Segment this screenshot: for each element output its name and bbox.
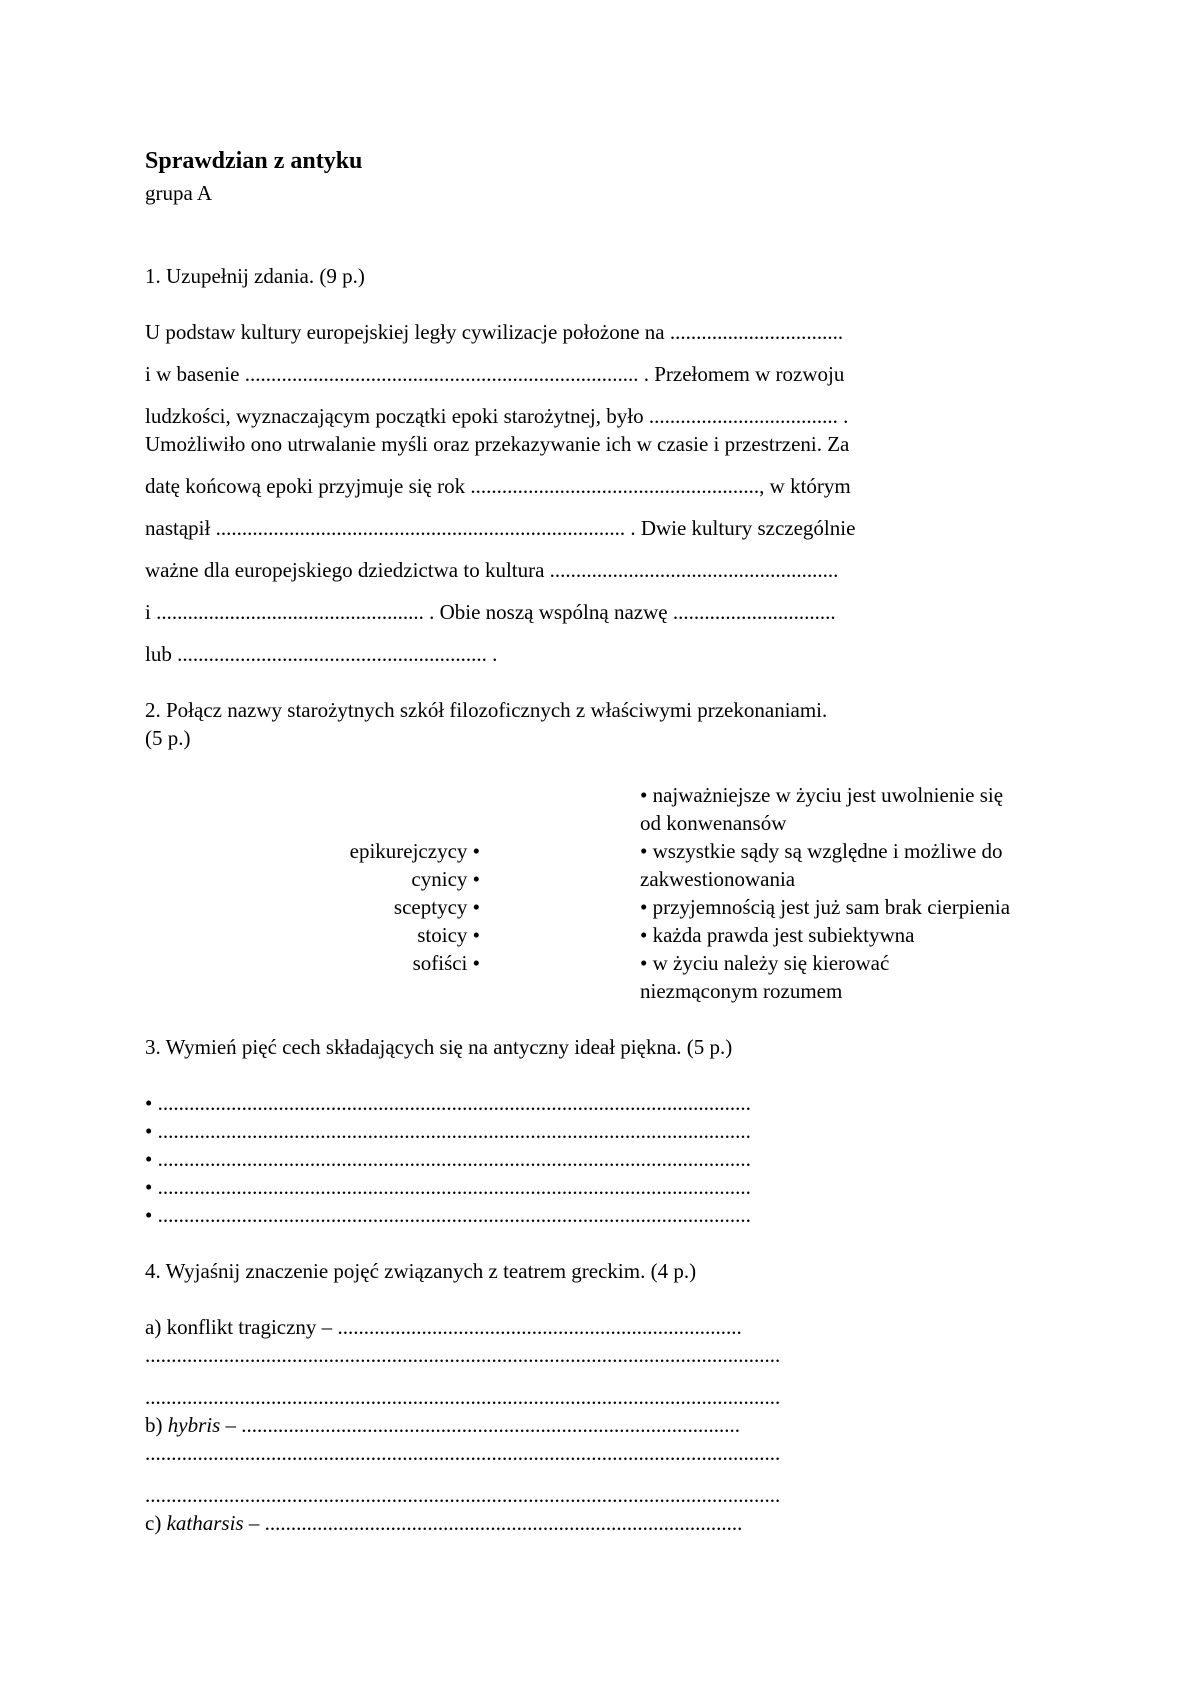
school-item: stoicy • (417, 923, 480, 947)
term-a-line (145, 1313, 742, 1341)
task1-line: i ................................................... . Obie noszą wspólną nazwę ............................... (145, 600, 836, 624)
answer-dots[interactable]: ......................................................................................................................... (145, 1343, 781, 1367)
answer-line[interactable]: • ................................................................................................................. (145, 1175, 751, 1199)
group-label: grupa A (145, 181, 213, 205)
school-item: epikurejczycy • (349, 839, 480, 863)
term-a-label: a) konflikt tragiczny – (145, 1315, 338, 1339)
belief-item: • wszystkie sądy są względne i możliwe do (640, 839, 1003, 863)
term-c-line (145, 1509, 742, 1537)
task2-heading-points: (5 p.) (145, 726, 191, 750)
answer-dots[interactable]: ......................................................................................................................... (145, 1483, 781, 1507)
term-c-prefix: c) (145, 1511, 167, 1535)
task1-line: ludzkości, wyznaczającym początki epoki starożytnej, było .................................... . (145, 404, 849, 428)
answer-line[interactable]: • ................................................................................................................. (145, 1091, 751, 1115)
task2-heading: 2. Połącz nazwy starożytnych szkół filozoficznych z właściwymi przekonaniami. (145, 698, 828, 722)
belief-item: • każda prawda jest subiektywna (640, 923, 915, 947)
term-b-line (145, 1411, 740, 1439)
task1-line: i w basenie ........................................................................... . Przełomem w rozwoju (145, 362, 845, 386)
schools-column (120, 837, 480, 977)
answer-line[interactable]: • ................................................................................................................. (145, 1147, 751, 1171)
answer-line[interactable]: • ................................................................................................................. (145, 1203, 751, 1227)
task1-line: Umożliwiło ono utrwalanie myśli oraz przekazywanie ich w czasie i przestrzeni. Za (145, 432, 850, 456)
belief-item: od konwenansów (640, 811, 787, 835)
belief-item: zakwestionowania (640, 867, 796, 891)
belief-item: • przyjemnością jest już sam brak cierpienia (640, 895, 1011, 919)
school-item: cynicy • (411, 867, 480, 891)
task1-line: datę końcową epoki przyjmuje się rok ......................................................., w którym (145, 474, 851, 498)
answer-dots[interactable]: ........................................................................................... (264, 1511, 743, 1535)
task4-heading: 4. Wyjaśnij znaczenie pojęć związanych z teatrem greckim. (4 p.) (145, 1259, 697, 1283)
term-b-prefix: b) (145, 1413, 168, 1437)
belief-item: • w życiu należy się kierować (640, 951, 890, 975)
belief-item: niezmąconym rozumem (640, 979, 843, 1003)
answer-dots[interactable]: ............................................................................................... (241, 1413, 740, 1437)
page-title: Sprawdzian z antyku (145, 148, 363, 174)
term-c-dash: – (243, 1511, 265, 1535)
task1-line: nastąpił .............................................................................. . Dwie kultury szczególnie (145, 516, 856, 540)
task1-line: U podstaw kultury europejskiej legły cywilizacje położone na ................................. (145, 320, 844, 344)
task1-heading: 1. Uzupełnij zdania. (9 p.) (145, 264, 365, 288)
beliefs-column (640, 781, 1010, 1005)
answer-line[interactable]: • ................................................................................................................. (145, 1119, 751, 1143)
school-item: sofiści • (412, 951, 480, 975)
answer-dots[interactable]: ......................................................................................................................... (145, 1385, 781, 1409)
answer-dots[interactable]: ............................................................................. (337, 1315, 742, 1339)
school-item: sceptycy • (393, 895, 480, 919)
task3-heading: 3. Wymień pięć cech składających się na antyczny ideał piękna. (5 p.) (145, 1035, 733, 1059)
answer-dots[interactable]: ......................................................................................................................... (145, 1441, 781, 1465)
term-c-term: katharsis (166, 1511, 244, 1535)
task1-line: ważne dla europejskiego dziedzictwa to kultura ....................................................... (145, 558, 839, 582)
term-b-dash: – (220, 1413, 242, 1437)
term-b-term: hybris (167, 1413, 221, 1437)
belief-item: • najważniejsze w życiu jest uwolnienie się (640, 783, 1004, 807)
task1-line: lub ........................................................... . (145, 642, 498, 666)
